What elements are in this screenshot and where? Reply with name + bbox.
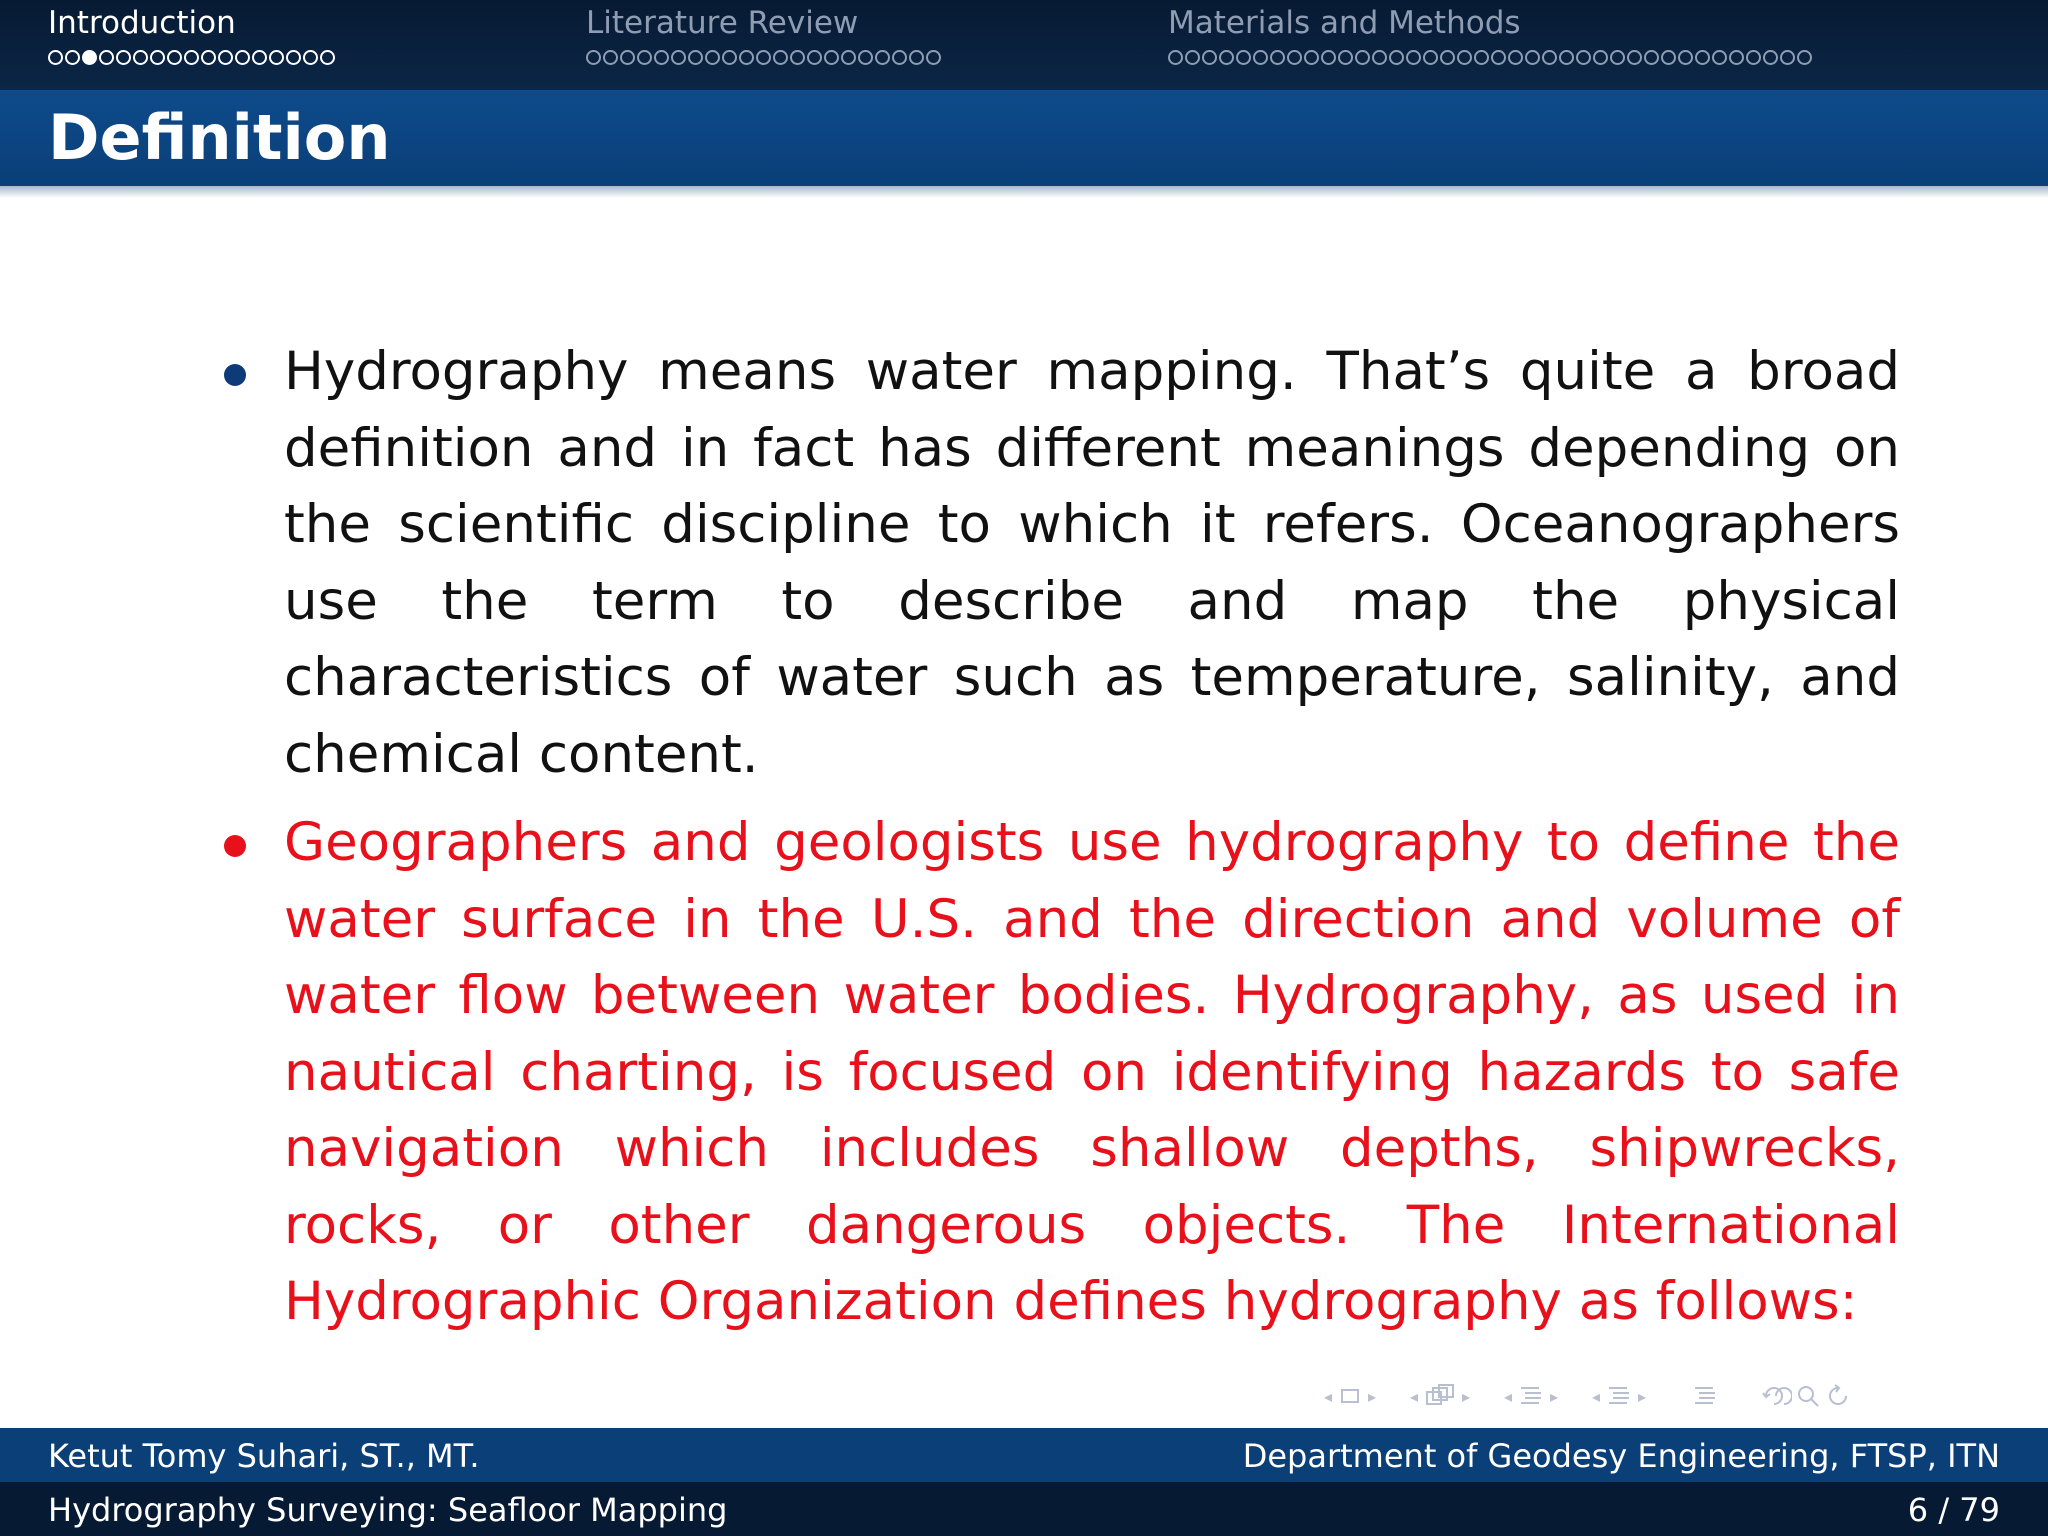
footer-short-title: Hydrography Surveying: Seafloor Mapping xyxy=(48,1491,728,1529)
bullet-item-oceanography xyxy=(220,334,1900,793)
frame-next-arrow-icon[interactable]: ▸ xyxy=(1367,1386,1377,1406)
nav-frame-dot[interactable] xyxy=(1712,50,1727,65)
slide-content xyxy=(220,334,1900,1353)
frame-title-band xyxy=(0,90,2048,186)
subsubsection-next-arrow-icon[interactable]: ▸ xyxy=(1637,1386,1647,1406)
nav-frame-dot[interactable] xyxy=(1389,50,1404,65)
nav-section-title[interactable]: Literature Review xyxy=(586,5,859,41)
nav-frame-dot[interactable] xyxy=(48,50,63,65)
nav-frame-dot[interactable] xyxy=(858,50,873,65)
nav-frame-dot[interactable] xyxy=(1423,50,1438,65)
back-icon[interactable] xyxy=(1760,1378,1794,1414)
nav-frame-dot[interactable] xyxy=(1491,50,1506,65)
nav-frame-dot[interactable] xyxy=(1542,50,1557,65)
nav-frame-dot[interactable] xyxy=(1304,50,1319,65)
nav-frame-dot[interactable] xyxy=(150,50,165,65)
nav-frame-dot[interactable] xyxy=(201,50,216,65)
section-navigation-bar xyxy=(0,0,2048,90)
beamer-navigation-symbols xyxy=(1320,1378,1854,1414)
section-next-arrow-icon[interactable]: ▸ xyxy=(1549,1386,1559,1406)
nav-frame-dot[interactable] xyxy=(705,50,720,65)
nav-frame-dot[interactable] xyxy=(1729,50,1744,65)
bullet-text: Hydrography means water mapping. That’s quite a broad definition and in fact has different meanings depending on the scientific discipline to which it refers. Oceanographers use the term to describe and map the physical characteristics of water such as temperature, salinity, and chemical content. xyxy=(284,341,1900,785)
outline-icon[interactable] xyxy=(1690,1378,1720,1414)
bullet-text: Geographers and geologists use hydrography to define the water surface in the U.S. and the direction and volume of water flow between water bodies. Hydrography, as used in nautical charting, is focused on identifying hazards to safe navigation which includes shallow depths, shipwrecks, rocks, or other dangerous objects. The International Hydrographic Organization defines hydrography as follows: xyxy=(284,812,1900,1332)
nav-frame-dot[interactable] xyxy=(1525,50,1540,65)
nav-frame-dot[interactable] xyxy=(807,50,822,65)
nav-frame-dot[interactable] xyxy=(1321,50,1336,65)
footer-title-bar xyxy=(0,1482,2048,1536)
nav-frame-dot[interactable] xyxy=(1185,50,1200,65)
footer-author-bar xyxy=(0,1428,2048,1482)
nav-frame-dot[interactable] xyxy=(756,50,771,65)
nav-frame-dot[interactable] xyxy=(620,50,635,65)
zoom-icon[interactable] xyxy=(1824,1378,1854,1414)
frame-title: Definition xyxy=(48,101,391,174)
nav-frame-dot[interactable] xyxy=(875,50,890,65)
nav-frame-dot[interactable] xyxy=(235,50,250,65)
nav-frame-dot[interactable] xyxy=(1219,50,1234,65)
nav-frame-dot[interactable] xyxy=(637,50,652,65)
section-prev-arrow-icon[interactable]: ◂ xyxy=(1503,1386,1513,1406)
nav-frame-dot[interactable] xyxy=(824,50,839,65)
nav-section-title[interactable]: Introduction xyxy=(48,5,236,41)
nav-frame-dot[interactable] xyxy=(1338,50,1353,65)
nav-frame-dot[interactable] xyxy=(586,50,601,65)
nav-frame-dot[interactable] xyxy=(1627,50,1642,65)
bullet-dot-icon xyxy=(224,835,246,857)
nav-frame-dot[interactable] xyxy=(1372,50,1387,65)
nav-frame-dot[interactable] xyxy=(1763,50,1778,65)
nav-frame-dot[interactable] xyxy=(1440,50,1455,65)
nav-frame-dot[interactable] xyxy=(892,50,907,65)
nav-frame-dot[interactable] xyxy=(603,50,618,65)
nav-frame-dot[interactable] xyxy=(841,50,856,65)
nav-frame-dot[interactable] xyxy=(1797,50,1812,65)
nav-frame-dot[interactable] xyxy=(1202,50,1217,65)
subsection-prev-arrow-icon[interactable]: ◂ xyxy=(1409,1386,1419,1406)
nav-section-title[interactable]: Materials and Methods xyxy=(1168,5,1521,41)
subsubsection-prev-arrow-icon[interactable]: ◂ xyxy=(1591,1386,1601,1406)
nav-frame-dot[interactable] xyxy=(773,50,788,65)
nav-frame-dot[interactable] xyxy=(65,50,80,65)
nav-frame-dot[interactable] xyxy=(1610,50,1625,65)
nav-frame-dot[interactable] xyxy=(99,50,114,65)
nav-frame-dots xyxy=(48,50,335,65)
nav-frame-dot[interactable] xyxy=(926,50,941,65)
subsubsection-nav-icon[interactable] xyxy=(1604,1378,1634,1414)
bullet-dot-icon xyxy=(224,364,246,386)
nav-frame-dot[interactable] xyxy=(909,50,924,65)
nav-frame-dot[interactable] xyxy=(1406,50,1421,65)
nav-frame-dot[interactable] xyxy=(116,50,131,65)
search-icon[interactable] xyxy=(1794,1378,1824,1414)
nav-frame-dot[interactable] xyxy=(82,50,97,65)
nav-frame-dot[interactable] xyxy=(218,50,233,65)
nav-frame-dot[interactable] xyxy=(1576,50,1591,65)
nav-frame-dot[interactable] xyxy=(1457,50,1472,65)
nav-frame-dot[interactable] xyxy=(1236,50,1251,65)
nav-frame-dots xyxy=(586,50,941,65)
nav-frame-dot[interactable] xyxy=(184,50,199,65)
frame-prev-arrow-icon[interactable]: ◂ xyxy=(1323,1386,1333,1406)
nav-frame-dot[interactable] xyxy=(320,50,335,65)
nav-frame-dot[interactable] xyxy=(1559,50,1574,65)
nav-frame-dot[interactable] xyxy=(1661,50,1676,65)
nav-frame-dot[interactable] xyxy=(1168,50,1183,65)
nav-frame-dot[interactable] xyxy=(1508,50,1523,65)
nav-frame-dot[interactable] xyxy=(722,50,737,65)
nav-frame-dot[interactable] xyxy=(671,50,686,65)
nav-frame-dot[interactable] xyxy=(1253,50,1268,65)
nav-frame-dot[interactable] xyxy=(1644,50,1659,65)
footer-institute: Department of Geodesy Engineering, FTSP, ITN xyxy=(1242,1437,2000,1475)
nav-frame-dot[interactable] xyxy=(1287,50,1302,65)
section-nav-icon[interactable] xyxy=(1516,1378,1546,1414)
footer-author: Ketut Tomy Suhari, ST., MT. xyxy=(48,1437,480,1475)
nav-frame-dot[interactable] xyxy=(1270,50,1285,65)
nav-frame-dot[interactable] xyxy=(790,50,805,65)
nav-frame-dot[interactable] xyxy=(269,50,284,65)
nav-frame-dot[interactable] xyxy=(1678,50,1693,65)
nav-frame-dot[interactable] xyxy=(252,50,267,65)
title-band-shadow xyxy=(0,186,2048,198)
subsection-next-arrow-icon[interactable]: ▸ xyxy=(1461,1386,1471,1406)
nav-frame-dot[interactable] xyxy=(1695,50,1710,65)
nav-frame-dot[interactable] xyxy=(286,50,301,65)
footer-page-number: 6 / 79 xyxy=(1907,1491,2000,1529)
subsection-nav-icon[interactable] xyxy=(1422,1378,1458,1414)
nav-frame-dot[interactable] xyxy=(167,50,182,65)
nav-frame-dot[interactable] xyxy=(1746,50,1761,65)
nav-frame-dot[interactable] xyxy=(688,50,703,65)
frame-nav-icon[interactable] xyxy=(1336,1378,1364,1414)
bullet-item-geography xyxy=(220,805,1900,1341)
nav-frame-dot[interactable] xyxy=(1355,50,1370,65)
nav-frame-dots xyxy=(1168,50,1812,65)
nav-frame-dot[interactable] xyxy=(1780,50,1795,65)
nav-frame-dot[interactable] xyxy=(1593,50,1608,65)
nav-frame-dot[interactable] xyxy=(303,50,318,65)
nav-frame-dot[interactable] xyxy=(739,50,754,65)
nav-frame-dot[interactable] xyxy=(654,50,669,65)
nav-frame-dot[interactable] xyxy=(133,50,148,65)
nav-frame-dot[interactable] xyxy=(1474,50,1489,65)
